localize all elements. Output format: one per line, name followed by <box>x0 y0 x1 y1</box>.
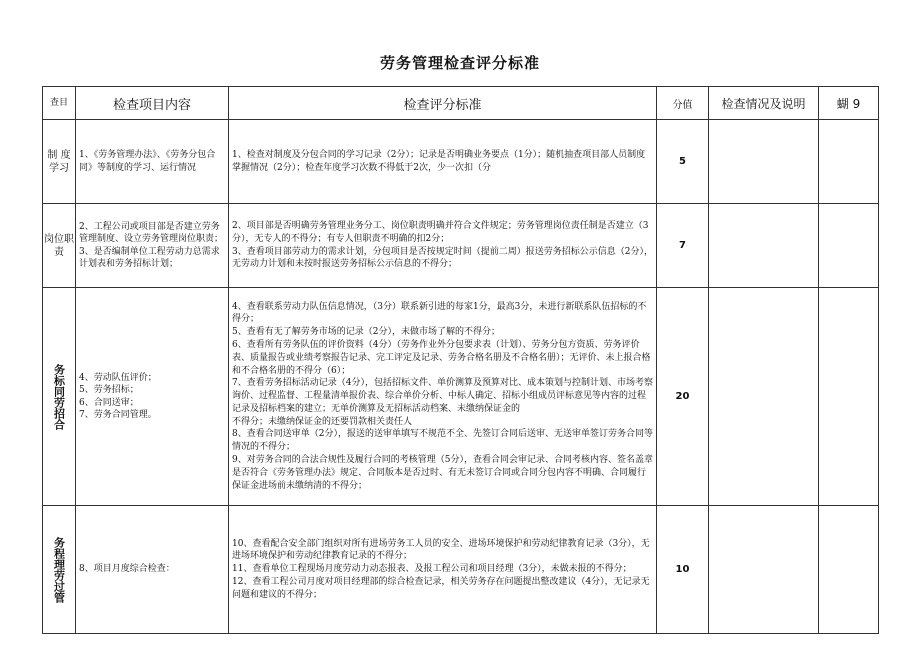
row-criteria <box>229 288 657 506</box>
row-criteria <box>229 506 657 634</box>
row-items <box>76 506 229 634</box>
criteria-text: 6、查看所有劳务队伍的评价资料（4分）（劳务作业外分包要求表（计划）、劳务分包方资质、劳务评价表、质量报告或业绩考察报告记录、完工评定及记录、劳务合格名册及不合格名册）；无评价、未上报合格和不合格名册的不得分（6）； <box>232 339 651 376</box>
item-text: 3、是否编制单位工程劳动力总需求计划表和劳务招标计划； <box>79 246 220 269</box>
table-row <box>43 288 879 506</box>
row-result-cell[interactable] <box>709 120 819 204</box>
row-extra-cell[interactable] <box>819 506 879 634</box>
header-score: 分值 <box>657 87 709 120</box>
table-row <box>43 204 879 288</box>
row-category: 制 度学习 <box>43 120 76 204</box>
table-row <box>43 506 879 634</box>
criteria-text: 1、检查对制度及分包合同的学习记录（2分）；记录是否明确业务要点（1分）；随机抽查项目部人员制度掌握情况（2分）；检查年度学习次数不得低于2次，少一次扣（分 <box>232 149 646 173</box>
item-text: 4、劳动队伍评价； <box>79 372 157 383</box>
row-category: 务标同劳招合 <box>43 288 76 506</box>
header-category: 查目 <box>43 87 76 120</box>
row-extra-cell[interactable] <box>819 120 879 204</box>
page-title: 劳务管理检查评分标准 <box>379 54 540 72</box>
row-score: 7 <box>657 204 709 288</box>
criteria-text: 5、查看有无了解劳务市场的记录（2分），未做市场了解的不得分； <box>232 327 500 338</box>
row-result-cell[interactable] <box>709 288 819 506</box>
row-category: 岗位职责 <box>43 204 76 288</box>
criteria-text: 不得分；未缴纳保证金的还要罚款相关责任人 <box>232 416 413 427</box>
row-items <box>76 204 229 288</box>
row-criteria <box>229 120 657 204</box>
row-extra-cell[interactable] <box>819 288 879 506</box>
row-result-cell[interactable] <box>709 506 819 634</box>
criteria-text: 8、查看合同送审单（2分），报送的送审单填写不规范不全、先签订合同后送审、无送审单签订劳务合同等情况的不得分； <box>232 429 653 453</box>
row-score: 5 <box>657 120 709 204</box>
item-text: 2、工程公司或项目部是否建立劳务管理制度、设立劳务管理岗位职责； <box>79 221 224 244</box>
row-result-cell[interactable] <box>709 204 819 288</box>
criteria-text: 3、查看项目部劳动力的需求计划，分包项目是否按规定时间（提前二周）报送劳务招标公示信息（2分），无劳动力计划和未按时报送劳务招标公示信息的不得分； <box>232 246 653 270</box>
row-score: 20 <box>657 288 709 506</box>
row-criteria <box>229 204 657 288</box>
criteria-text: 11、查看单位工程现场月度劳动力动态报表、及报工程公司和项目经理（3分），未做未报的不得分； <box>232 564 632 575</box>
row-extra-cell[interactable] <box>819 204 879 288</box>
criteria-text: 2、项目部是否明确劳务管理业务分工、岗位职责明确并符合文件规定；劳务管理岗位责任制是否建立（3分），无专人的不得分；有专人但职责不明确的扣2分； <box>232 220 649 244</box>
header-item: 检查项目内容 <box>76 87 229 120</box>
row-items <box>76 120 229 204</box>
scoring-table <box>42 86 879 634</box>
header-criteria: 检查评分标准 <box>229 87 657 120</box>
item-text: 7、劳务合同管理。 <box>79 410 157 420</box>
criteria-text: 7、查看劳务招标活动记录（4分），包括招标文件、单价测算及预算对比、成本策划与控制计划、市场考察询价、过程监督、工程量清单报价表、综合单价分析、中标人确定、招标小组成员评标意见等内容的过程记录及招标档案的建立；无单价测算及无招标活动档案、未缴纳保证金的 <box>232 378 653 414</box>
criteria-text: 9、对劳务合同的合法合规性及履行合同的考核管理（5分），查看合同会审记录、合同考核内容、签名盖章是否符合《劳务管理办法》规定、合同版本是否过时、有无未签订合同或合同分包内容不明确、合同履行保证金进场前未缴纳清的不得分； <box>232 455 653 491</box>
criteria-text: 10、查看配合安全部门组织对所有进场劳务工人员的安全、进场环境保护和劳动纪律教育记录（3分），无进场环境保护和劳动纪律教育记录的不得分； <box>232 538 650 562</box>
item-text: 6、合同送审； <box>79 397 139 408</box>
item-text: 1、《劳务管理办法》、《劳务分包合同》等制度的学习、运行情况 <box>79 150 216 173</box>
criteria-text: 12、查看工程公司月度对项目经理部的综合检查记录，相关劳务存在问题提出整改建议（4分），无记录无问题和建议的不得分； <box>232 576 650 600</box>
row-score: 10 <box>657 506 709 634</box>
row-category: 务程理劳过管 <box>43 506 76 634</box>
criteria-text: 4、查看联系劳动力队伍信息情况，（3分）联系新引进的每家1分，最高3分，未进行新联系队伍招标的不得分； <box>232 301 647 325</box>
item-text: 8、项目月度综合检查： <box>79 564 175 575</box>
header-extra: 蝴 9 <box>819 87 879 120</box>
row-items <box>76 288 229 506</box>
header-row <box>43 87 879 120</box>
item-text: 5、劳务招标； <box>79 385 139 395</box>
table-row <box>43 120 879 204</box>
header-result: 检查情况及说明 <box>709 87 819 120</box>
